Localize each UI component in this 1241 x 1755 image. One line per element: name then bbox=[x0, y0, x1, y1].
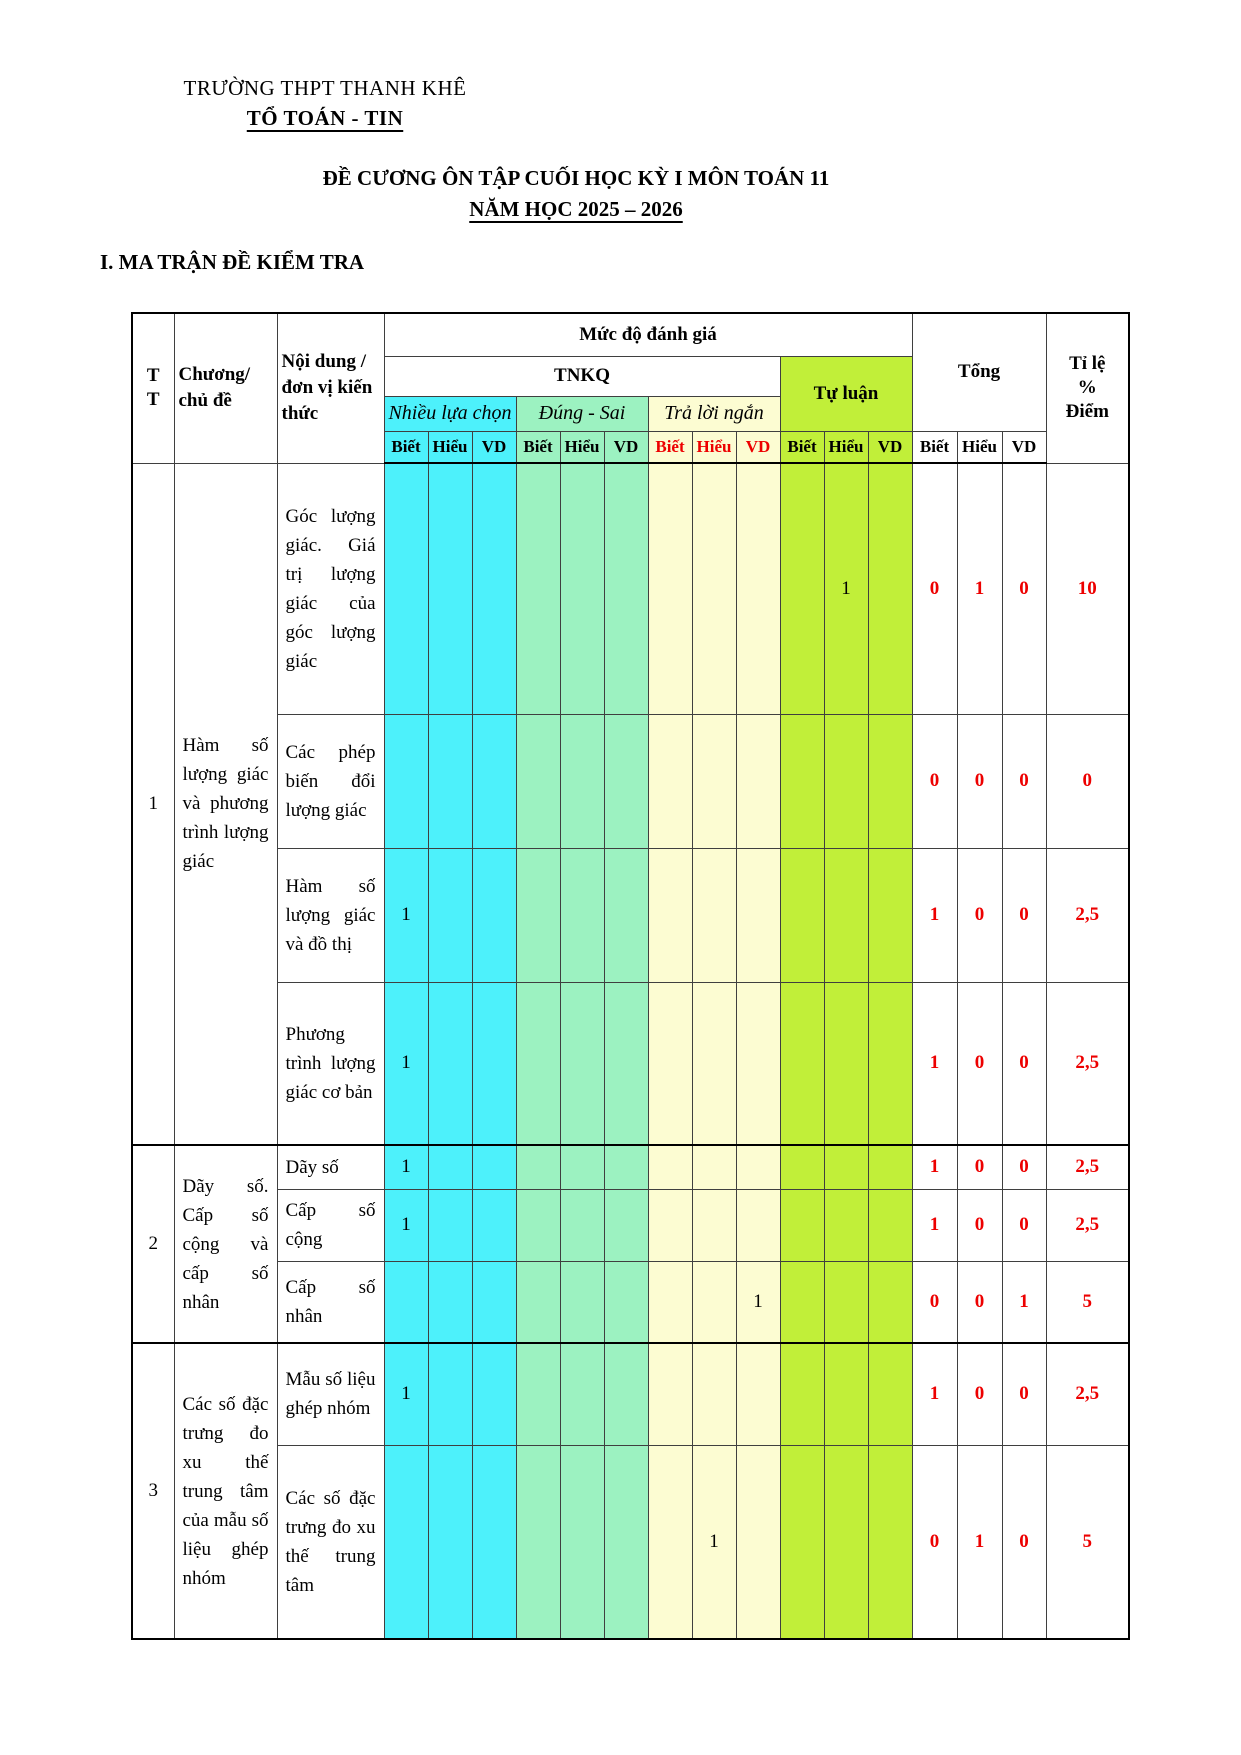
col-header-tong: Tổng bbox=[912, 313, 1046, 431]
matrix-cell bbox=[780, 1343, 824, 1445]
total-cell: 1 bbox=[957, 463, 1002, 714]
matrix-cell bbox=[560, 1189, 604, 1261]
total-cell: 1 bbox=[912, 848, 957, 982]
section-number: 3 bbox=[132, 1343, 174, 1639]
col-header-nhieu-lua-chon: Nhiều lựa chọn bbox=[384, 396, 516, 431]
total-cell: 0 bbox=[912, 714, 957, 848]
matrix-cell bbox=[736, 1145, 780, 1189]
total-cell: 0 bbox=[957, 1343, 1002, 1445]
table-row bbox=[132, 848, 1129, 982]
matrix-cell bbox=[604, 714, 648, 848]
matrix-cell bbox=[472, 1261, 516, 1343]
matrix-cell bbox=[428, 714, 472, 848]
content-unit: Các số đặc trưng đo xu thế trung tâm bbox=[277, 1445, 384, 1639]
matrix-cell bbox=[780, 982, 824, 1145]
matrix-cell bbox=[868, 1189, 912, 1261]
matrix-cell bbox=[560, 714, 604, 848]
matrix-cell bbox=[692, 982, 736, 1145]
matrix-cell bbox=[428, 848, 472, 982]
percent-cell: 5 bbox=[1046, 1445, 1129, 1639]
matrix-cell bbox=[868, 1261, 912, 1343]
section-number: 2 bbox=[132, 1145, 174, 1343]
matrix-cell bbox=[428, 1261, 472, 1343]
matrix-cell bbox=[428, 1145, 472, 1189]
col-header-tt bbox=[132, 313, 174, 463]
matrix-cell: 1 bbox=[384, 1343, 428, 1445]
total-cell: 1 bbox=[912, 982, 957, 1145]
level-header: VD bbox=[604, 431, 648, 463]
total-cell: 0 bbox=[957, 1261, 1002, 1343]
matrix-cell bbox=[868, 463, 912, 714]
matrix-cell bbox=[384, 1445, 428, 1639]
col-header-tile bbox=[1046, 313, 1129, 463]
col-header-dung-sai: Đúng - Sai bbox=[516, 396, 648, 431]
total-cell: 1 bbox=[912, 1145, 957, 1189]
school-name: TRƯỜNG THPT THANH KHÊ bbox=[183, 76, 467, 100]
col-header-tile-line2: % bbox=[1077, 377, 1097, 399]
matrix-cell bbox=[692, 848, 736, 982]
matrix-cell bbox=[736, 982, 780, 1145]
matrix-cell bbox=[648, 1189, 692, 1261]
content-unit: Góc lượng giác. Giá trị lượng giác của góc lượng giác bbox=[277, 463, 384, 714]
matrix-cell bbox=[780, 1145, 824, 1189]
matrix-cell bbox=[560, 848, 604, 982]
matrix-cell bbox=[604, 1189, 648, 1261]
exam-matrix-table bbox=[131, 312, 1130, 1640]
total-cell: 1 bbox=[1002, 1261, 1046, 1343]
level-header: Biết bbox=[912, 431, 957, 463]
total-cell: 0 bbox=[1002, 1445, 1046, 1639]
matrix-cell bbox=[516, 1189, 560, 1261]
total-cell: 1 bbox=[912, 1189, 957, 1261]
matrix-cell bbox=[516, 1145, 560, 1189]
matrix-cell bbox=[736, 1343, 780, 1445]
matrix-cell bbox=[472, 1445, 516, 1639]
matrix-cell bbox=[692, 1343, 736, 1445]
matrix-cell bbox=[472, 1343, 516, 1445]
matrix-cell bbox=[824, 1445, 868, 1639]
col-header-noidung: Nội dung / đơn vị kiến thức bbox=[277, 313, 384, 463]
matrix-cell bbox=[560, 982, 604, 1145]
matrix-cell bbox=[780, 848, 824, 982]
matrix-cell: 1 bbox=[384, 1145, 428, 1189]
total-cell: 0 bbox=[912, 463, 957, 714]
department-name: TỔ TOÁN - TIN bbox=[246, 106, 404, 130]
matrix-cell bbox=[428, 982, 472, 1145]
matrix-cell bbox=[868, 1145, 912, 1189]
matrix-cell bbox=[604, 1445, 648, 1639]
col-header-tuluan: Tự luận bbox=[780, 356, 912, 431]
matrix-cell bbox=[780, 714, 824, 848]
matrix-cell bbox=[824, 1189, 868, 1261]
matrix-cell bbox=[692, 714, 736, 848]
matrix-cell bbox=[560, 1343, 604, 1445]
matrix-cell: 1 bbox=[384, 982, 428, 1145]
document-title bbox=[0, 166, 1152, 222]
col-header-tile-line3: Điểm bbox=[1065, 401, 1109, 423]
matrix-cell bbox=[824, 848, 868, 982]
level-header: Biết bbox=[780, 431, 824, 463]
content-unit: Các phép biến đổi lượng giác bbox=[277, 714, 384, 848]
matrix-cell bbox=[648, 1445, 692, 1639]
matrix-cell bbox=[780, 1261, 824, 1343]
level-header: Hiểu bbox=[560, 431, 604, 463]
col-header-tt-line1: T bbox=[146, 365, 160, 387]
matrix-cell bbox=[780, 463, 824, 714]
matrix-cell bbox=[868, 1445, 912, 1639]
matrix-cell bbox=[516, 463, 560, 714]
percent-cell: 2,5 bbox=[1046, 1343, 1129, 1445]
matrix-cell bbox=[384, 714, 428, 848]
total-cell: 0 bbox=[1002, 714, 1046, 848]
matrix-cell bbox=[692, 463, 736, 714]
total-cell: 0 bbox=[957, 1189, 1002, 1261]
matrix-cell bbox=[736, 848, 780, 982]
matrix-cell bbox=[692, 1145, 736, 1189]
matrix-cell bbox=[736, 1445, 780, 1639]
header-row-1 bbox=[132, 313, 1129, 356]
matrix-cell bbox=[384, 463, 428, 714]
total-cell: 0 bbox=[1002, 463, 1046, 714]
matrix-cell bbox=[824, 1145, 868, 1189]
matrix-cell bbox=[648, 1145, 692, 1189]
section-topic: Dãy số. Cấp số cộng và cấp số nhân bbox=[174, 1145, 277, 1343]
matrix-cell bbox=[736, 714, 780, 848]
matrix-cell bbox=[692, 1261, 736, 1343]
percent-cell: 2,5 bbox=[1046, 1189, 1129, 1261]
matrix-cell bbox=[648, 1343, 692, 1445]
level-header: Biết bbox=[648, 431, 692, 463]
col-header-tt-line2: T bbox=[146, 389, 160, 411]
level-header: VD bbox=[1002, 431, 1046, 463]
content-unit: Dãy số bbox=[277, 1145, 384, 1189]
matrix-cell bbox=[516, 982, 560, 1145]
total-cell: 0 bbox=[912, 1445, 957, 1639]
matrix-cell bbox=[384, 1261, 428, 1343]
matrix-cell bbox=[604, 463, 648, 714]
col-header-chuong: Chương/ chủ đề bbox=[174, 313, 277, 463]
matrix-cell bbox=[472, 1189, 516, 1261]
matrix-cell bbox=[824, 1343, 868, 1445]
matrix-cell bbox=[428, 463, 472, 714]
level-header: VD bbox=[868, 431, 912, 463]
matrix-cell bbox=[516, 714, 560, 848]
total-cell: 0 bbox=[957, 714, 1002, 848]
col-header-tile-line1: Tỉ lệ bbox=[1069, 353, 1106, 375]
matrix-cell bbox=[560, 1445, 604, 1639]
content-unit: Cấp số cộng bbox=[277, 1189, 384, 1261]
percent-cell: 2,5 bbox=[1046, 1145, 1129, 1189]
level-header: Biết bbox=[384, 431, 428, 463]
matrix-cell bbox=[868, 848, 912, 982]
matrix-cell bbox=[428, 1445, 472, 1639]
matrix-cell bbox=[648, 1261, 692, 1343]
matrix-cell bbox=[428, 1189, 472, 1261]
matrix-cell: 1 bbox=[692, 1445, 736, 1639]
percent-cell: 5 bbox=[1046, 1261, 1129, 1343]
matrix-cell bbox=[780, 1445, 824, 1639]
content-unit: Cấp số nhân bbox=[277, 1261, 384, 1343]
matrix-cell bbox=[472, 1145, 516, 1189]
matrix-cell bbox=[736, 463, 780, 714]
matrix-cell bbox=[648, 982, 692, 1145]
table-row bbox=[132, 1189, 1129, 1261]
level-header: Hiểu bbox=[428, 431, 472, 463]
section-topic: Các số đặc trưng đo xu thế trung tâm của mẫu số liệu ghép nhóm bbox=[174, 1343, 277, 1639]
matrix-cell bbox=[692, 1189, 736, 1261]
matrix-cell: 1 bbox=[384, 1189, 428, 1261]
total-cell: 0 bbox=[1002, 1145, 1046, 1189]
section-topic: Hàm số lượng giác và phương trình lượng giác bbox=[174, 463, 277, 1145]
matrix-cell bbox=[516, 848, 560, 982]
level-header: Biết bbox=[516, 431, 560, 463]
content-unit: Hàm số lượng giác và đồ thị bbox=[277, 848, 384, 982]
percent-cell: 2,5 bbox=[1046, 982, 1129, 1145]
matrix-cell bbox=[472, 714, 516, 848]
matrix-cell bbox=[736, 1189, 780, 1261]
matrix-cell bbox=[648, 714, 692, 848]
matrix-cell bbox=[428, 1343, 472, 1445]
document-title-line2: NĂM HỌC 2025 – 2026 bbox=[469, 197, 683, 221]
percent-cell: 0 bbox=[1046, 714, 1129, 848]
level-header: Hiểu bbox=[824, 431, 868, 463]
matrix-cell bbox=[560, 1145, 604, 1189]
matrix-cell bbox=[604, 982, 648, 1145]
document-title-line1: ĐỀ CƯƠNG ÔN TẬP CUỐI HỌC KỲ I MÔN TOÁN 11 bbox=[322, 166, 830, 190]
school-block bbox=[120, 76, 530, 131]
matrix-cell bbox=[516, 1445, 560, 1639]
total-cell: 0 bbox=[1002, 982, 1046, 1145]
matrix-cell bbox=[472, 463, 516, 714]
matrix-cell bbox=[868, 982, 912, 1145]
matrix-cell bbox=[604, 1343, 648, 1445]
matrix-cell: 1 bbox=[824, 463, 868, 714]
section-number: 1 bbox=[132, 463, 174, 1145]
col-header-tnkq: TNKQ bbox=[384, 356, 780, 396]
col-header-tra-loi-ngan: Trả lời ngắn bbox=[648, 396, 780, 431]
table-row bbox=[132, 1445, 1129, 1639]
matrix-cell bbox=[516, 1261, 560, 1343]
table-row bbox=[132, 982, 1129, 1145]
matrix-cell bbox=[824, 1261, 868, 1343]
matrix-cell bbox=[648, 848, 692, 982]
percent-cell: 10 bbox=[1046, 463, 1129, 714]
total-cell: 0 bbox=[1002, 1343, 1046, 1445]
level-header: VD bbox=[736, 431, 780, 463]
total-cell: 0 bbox=[957, 982, 1002, 1145]
matrix-cell bbox=[472, 982, 516, 1145]
total-cell: 0 bbox=[1002, 1189, 1046, 1261]
total-cell: 0 bbox=[1002, 848, 1046, 982]
matrix-cell bbox=[560, 463, 604, 714]
matrix-cell bbox=[780, 1189, 824, 1261]
content-unit: Mẫu số liệu ghép nhóm bbox=[277, 1343, 384, 1445]
matrix-cell bbox=[472, 848, 516, 982]
table-row bbox=[132, 1343, 1129, 1445]
level-header: Hiểu bbox=[692, 431, 736, 463]
percent-cell: 2,5 bbox=[1046, 848, 1129, 982]
matrix-cell bbox=[604, 1145, 648, 1189]
matrix-cell bbox=[868, 1343, 912, 1445]
matrix-cell: 1 bbox=[384, 848, 428, 982]
level-header: Hiểu bbox=[957, 431, 1002, 463]
exam-matrix bbox=[131, 312, 1130, 1640]
total-cell: 1 bbox=[957, 1445, 1002, 1639]
table-row bbox=[132, 1261, 1129, 1343]
matrix-cell bbox=[604, 1261, 648, 1343]
total-cell: 0 bbox=[957, 1145, 1002, 1189]
matrix-cell bbox=[824, 714, 868, 848]
table-row bbox=[132, 714, 1129, 848]
total-cell: 0 bbox=[957, 848, 1002, 982]
matrix-cell bbox=[516, 1343, 560, 1445]
content-unit: Phương trình lượng giác cơ bản bbox=[277, 982, 384, 1145]
level-header: VD bbox=[472, 431, 516, 463]
col-header-mucdo: Mức độ đánh giá bbox=[384, 313, 912, 356]
table-row bbox=[132, 1145, 1129, 1189]
table-row bbox=[132, 463, 1129, 714]
total-cell: 0 bbox=[912, 1261, 957, 1343]
matrix-cell bbox=[868, 714, 912, 848]
matrix-cell bbox=[824, 982, 868, 1145]
matrix-cell: 1 bbox=[736, 1261, 780, 1343]
total-cell: 1 bbox=[912, 1343, 957, 1445]
matrix-cell bbox=[604, 848, 648, 982]
matrix-cell bbox=[648, 463, 692, 714]
section-heading: I. MA TRẬN ĐỀ KIỂM TRA bbox=[100, 250, 365, 274]
matrix-cell bbox=[560, 1261, 604, 1343]
